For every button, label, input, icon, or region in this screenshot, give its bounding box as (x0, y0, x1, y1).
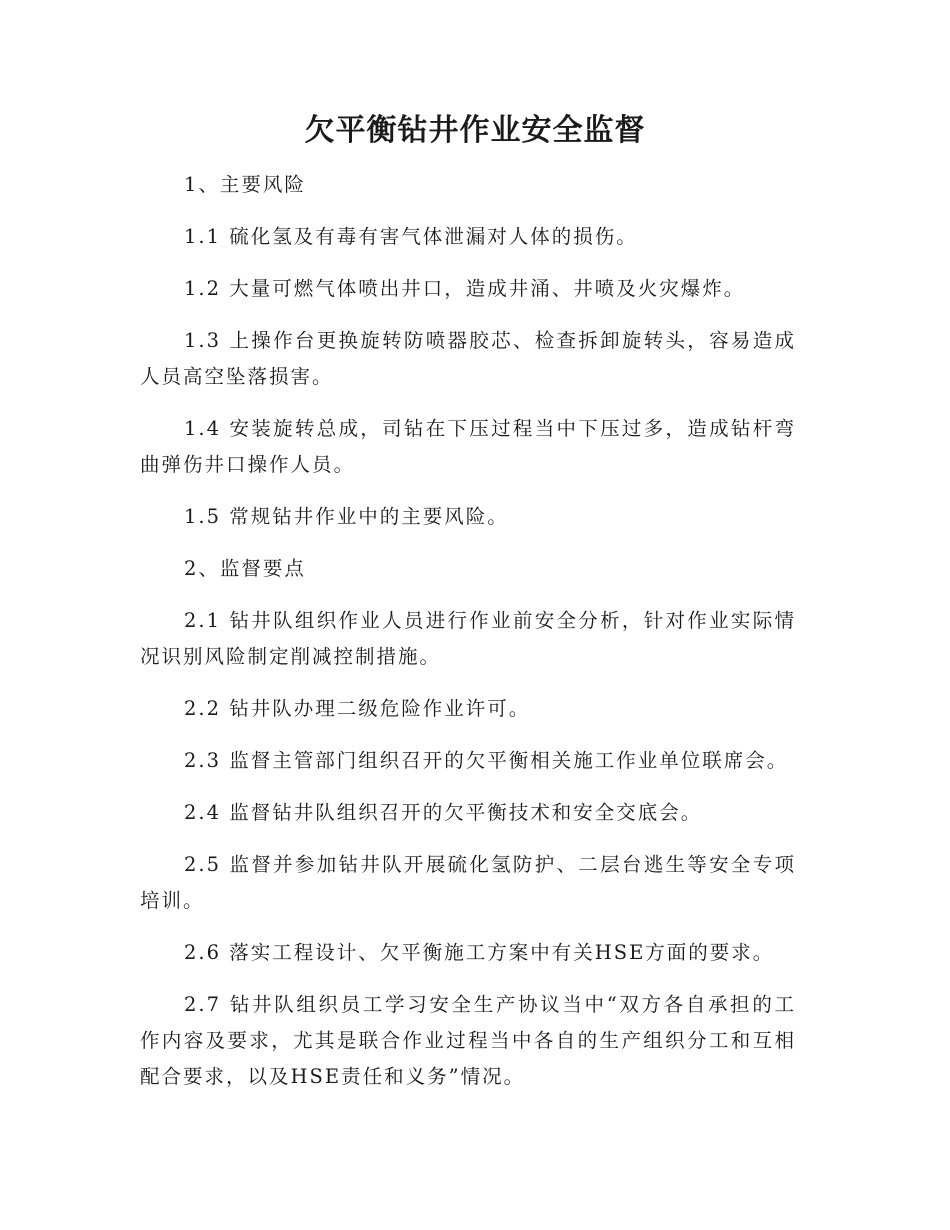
paragraph-1-2: 1.2 大量可燃气体喷出井口，造成井涌、井喷及火灾爆炸。 (184, 277, 746, 300)
paragraph-1-3: 1.3 上操作台更换旋转防喷器胶芯、检查拆卸旋转头，容易造成人员高空坠落损害。 (140, 329, 796, 388)
document-body (140, 167, 796, 1111)
document-title: 欠平衡钻井作业安全监督 (304, 113, 646, 148)
paragraph-2-7: 2.7 钻井队组织员工学习安全生产协议当中“双方各自承担的工作内容及要求，尤其是联合作业过程当中各自的生产组织分工和互相配合要求，以及HSE责任和义务”情况。 (140, 993, 796, 1088)
paragraph-1-4: 1.4 安装旋转总成，司钻在下压过程当中下压过多，造成钻杆弯曲弹伤井口操作人员。 (140, 417, 796, 476)
paragraph-2-6: 2.6 落实工程设计、欠平衡施工方案中有关HSE方面的要求。 (184, 941, 775, 964)
paragraph-1-5: 1.5 常规钻井作业中的主要风险。 (184, 505, 509, 528)
paragraph-1-1: 1.1 硫化氢及有毒有害气体泄漏对人体的损伤。 (184, 225, 638, 248)
paragraph-2-3: 2.3 监督主管部门组织召开的欠平衡相关施工作业单位联席会。 (184, 749, 789, 772)
paragraph-2-1: 2.1 钻井队组织作业人员进行作业前安全分析，针对作业实际情况识别风险制定削减控制措施。 (140, 609, 796, 668)
section-heading-risks: 1、主要风险 (184, 173, 306, 196)
paragraph-2-4: 2.4 监督钻井队组织召开的欠平衡技术和安全交底会。 (184, 801, 703, 824)
paragraph-2-5: 2.5 监督并参加钻井队开展硫化氢防护、二层台逃生等安全专项培训。 (140, 853, 796, 912)
section-heading-supervision: 2、监督要点 (184, 557, 306, 580)
paragraph-2-2: 2.2 钻井队办理二级危险作业许可。 (184, 697, 531, 720)
